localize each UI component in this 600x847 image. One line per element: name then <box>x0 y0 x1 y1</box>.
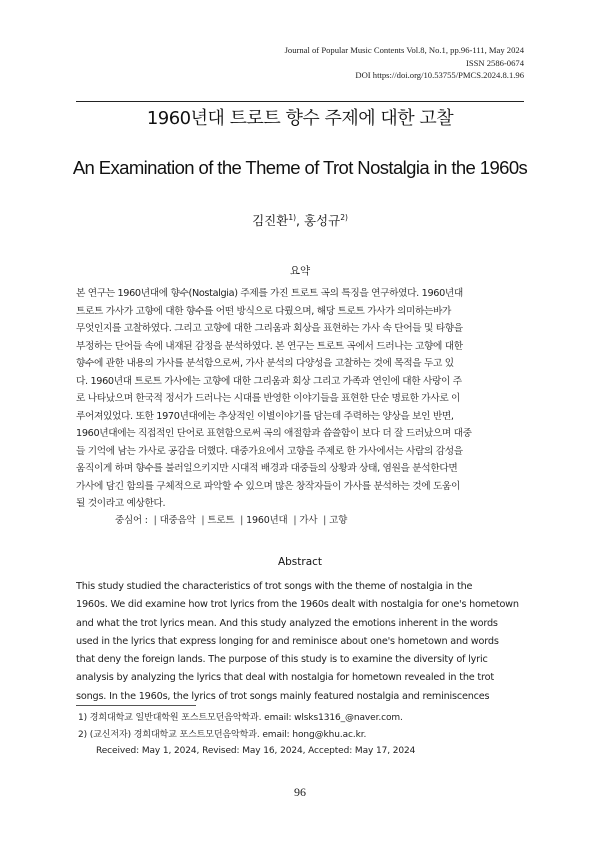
keyword: 고향 <box>329 515 348 526</box>
keywords-label: 중심어 : <box>115 515 148 526</box>
author-2-footnote-mark: 2) <box>340 213 348 222</box>
korean-abstract-line: 향수에 관한 내용의 가사를 분석함으로써, 가사 분석의 다양성을 고찰하는 것에 목적을 두고 있 <box>76 358 454 369</box>
english-abstract-line: This study studied the characteristics of trot songs with the theme of nostalgia in the <box>76 581 473 592</box>
keyword: 1960년대 <box>246 515 288 526</box>
korean-abstract-line: 1960년대에는 직접적인 단어로 표현함으로써 곡의 애절함과 씁쓸함이 보다 더 잘 드러났으며 대중 <box>76 428 472 439</box>
author-line <box>0 211 600 229</box>
keywords: 중심어 : | 대중음악 | 트로트 | 1960년대 | 가사 | 고향 <box>115 515 348 526</box>
footnote-divider <box>76 705 196 706</box>
journal-meta <box>285 44 524 82</box>
english-abstract-line: used in the lyrics that express longing for and reminisce about one's hometown and words <box>76 635 499 647</box>
footnote-2: 2) (교신저자) 경희대학교 포스트모던음악학과. email: hong@khu.ac.kr. <box>78 729 367 740</box>
author-2: 홍성규 <box>303 213 341 228</box>
english-abstract-line: analysis by analyzing the lyrics that deal with nostalgia for hometown revealed in the trot <box>76 672 494 684</box>
author-separator: , <box>296 213 304 228</box>
footnote-1: 1) 경희대학교 일반대학원 포스트모던음악학과. email: wlsks1316_@naver.com. <box>78 713 403 723</box>
english-abstract-heading: Abstract <box>277 556 323 568</box>
page-number: 96 <box>294 785 306 799</box>
english-abstract-line: songs. In the 1960s, the lyrics of trot songs mainly featured nostalgia and reminiscences <box>76 690 490 702</box>
english-abstract-line: and what the trot lyrics mean. And this study analyzed the emotions inherent in the words <box>76 617 498 629</box>
author-1-footnote-mark: 1) <box>288 213 297 222</box>
journal-citation: Journal of Popular Music Contents Vol.8, No.1, pp.96-111, May 2024 <box>284 45 524 55</box>
submission-dates: Received: May 1, 2024, Revised: May 16, 2024, Accepted: May 17, 2024 <box>96 746 416 756</box>
korean-abstract-line: 루어져있었다. 또한 1970년대에는 추상적인 이별이야기를 담는데 주력하는 양상을 보인 반면, <box>76 410 454 422</box>
korean-abstract-heading: 요약 <box>289 265 311 277</box>
korean-abstract-line: 될 것이라고 예상한다. <box>76 498 166 509</box>
english-abstract-line: 1960s. We did examine how trot lyrics from the 1960s dealt with nostalgia for one's hometown <box>76 599 519 611</box>
keyword: 대중음악 <box>159 515 196 526</box>
korean-abstract-line: 들 기억에 남는 가사로 공감을 더했다. 대중가요에서 고향을 주제로 한 가사에서는 사람의 감성을 <box>76 445 463 457</box>
korean-title: 1960년대 트로트 향수 주제에 대한 고찰 <box>146 108 454 129</box>
keyword: 가사 <box>299 515 318 526</box>
korean-abstract-line: 다. 1960년대 트로트 가사에는 고향에 대한 그리움과 회상 그리고 가족과 연인에 대한 사랑이 주 <box>76 375 462 387</box>
english-abstract-line: that deny the foreign lands. The purpose of this study is to examine the diversity of lyric <box>76 654 488 666</box>
footnotes <box>78 710 415 760</box>
english-abstract <box>76 578 525 706</box>
korean-abstract-line: 트로트 가사가 고향에 대한 향수를 어떤 방식으로 다뤘으며, 해당 트로트 가사가 의미하는바가 <box>76 305 452 317</box>
english-title: An Examination of the Theme of Trot Nostalgia in the 1960s <box>72 157 528 178</box>
korean-abstract-line: 움직이게 하며 향수를 불러일으키지만 시대적 배경과 대중들의 상황과 상태, 염원을 분석한다면 <box>76 463 458 474</box>
korean-abstract-line: 본 연구는 1960년대에 향수(Nostalgia) 주제를 가진 트로트 곡의 특징을 연구하였다. 1960년대 <box>76 288 463 299</box>
korean-abstract-line: 부정하는 단어들 속에 내재된 감정을 분석하였다. 본 연구는 트로트 곡에서 드러나는 고향에 대한 <box>76 340 463 352</box>
korean-abstract-line: 무엇인지를 고찰하였다. 그리고 고향에 대한 그리움과 회상을 표현하는 가사 속 단어들 및 타향을 <box>76 323 463 334</box>
journal-doi: DOI https://doi.org/10.53755/PMCS.2024.8.1.96 <box>355 70 524 80</box>
author-1: 김진환 <box>252 213 289 228</box>
title-divider <box>76 101 524 102</box>
korean-abstract-line: 로 나타났으며 한국적 정서가 드러나는 시대를 반영한 이야기들을 표현한 단순 명료한 가사로 이 <box>76 393 461 404</box>
korean-abstract <box>76 285 525 513</box>
keyword: 트로트 <box>207 515 235 526</box>
journal-issn: ISSN 2586-0674 <box>465 57 524 68</box>
korean-abstract-line: 가사에 담긴 함의를 구체적으로 파악할 수 있으며 많은 창작자들이 가사를 분석하는 것에 도움이 <box>76 480 461 492</box>
